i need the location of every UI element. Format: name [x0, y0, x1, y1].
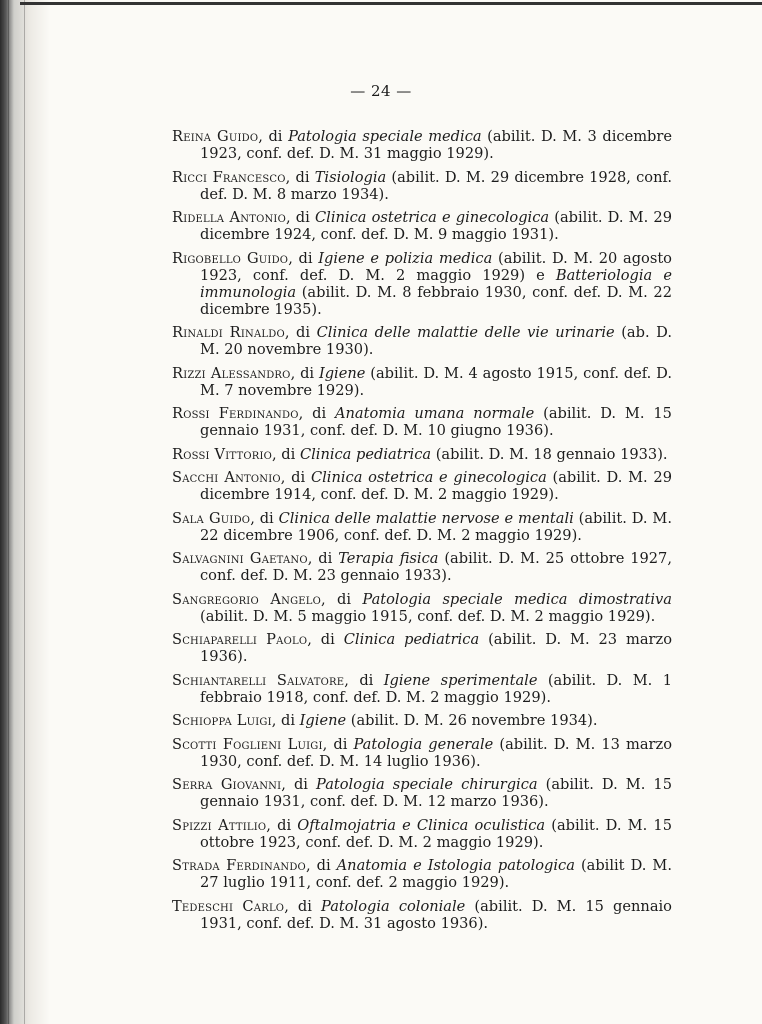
entry-subject: Patologia speciale medica dimostrativa	[362, 590, 672, 608]
entry-name: Rizzi Alessandro	[172, 364, 291, 382]
entry-connector: , di	[307, 550, 339, 567]
entry-connector: , di	[344, 671, 384, 689]
entry-name: Salvagnini Gaetano	[172, 550, 308, 567]
entry-details: (abilit. D. M. 25 ottobre 1927, conf. def. D. M. 23 gennaio 1933).	[200, 550, 672, 584]
entry-details: (abilit. D. M. 15 gennaio 1931, conf. def. D. M. 31 agosto 1936).	[200, 897, 672, 932]
spine-line	[3, 0, 4, 1024]
entry-name: Spizzi Attilio	[172, 816, 267, 834]
entry-connector: , di	[290, 364, 319, 382]
entry-details: (abilit D. M. 27 luglio 1911, conf. def. 2 maggio 1929).	[200, 857, 672, 891]
entry-subject: Clinica delle malattie delle vie urinarie	[316, 324, 615, 341]
entry-name: Rigobello Guido	[172, 249, 289, 267]
entry-name: Sacchi Antonio	[172, 469, 281, 486]
list-item	[172, 898, 672, 932]
entry-connector: , di	[272, 445, 300, 463]
list-item	[172, 817, 672, 851]
entry-connector: , di	[271, 712, 300, 729]
entry-name: Tedeschi Carlo	[172, 897, 285, 915]
entry-subject: Clinica pediatrica	[299, 445, 432, 463]
entry-connector: , di	[305, 857, 337, 874]
entry-connector: , di	[286, 209, 315, 226]
entry-name: Rossi Vittorio	[172, 445, 272, 463]
entry-connector: , di	[288, 249, 319, 267]
list-item	[172, 209, 672, 243]
entry-subject: Patologia coloniale	[321, 897, 466, 915]
list-item	[172, 510, 672, 544]
entry-details: (abilit. D. M. 3 dicembre 1923, conf. def. D. M. 31 maggio 1929).	[200, 128, 672, 162]
entry-subject: Oftalmojatria e Clinica oculistica	[297, 816, 546, 834]
entry-connector: , di	[284, 897, 322, 915]
entry-subject: Anatomia umana normale	[334, 405, 535, 422]
list-item	[172, 365, 672, 399]
entry-subject: Clinica delle malattie nervose e mentali	[278, 509, 574, 527]
list-item	[172, 128, 672, 162]
entry-name: Schioppa Luigi	[172, 712, 272, 729]
entry-subject: Batteriologia e immunologia	[200, 266, 672, 301]
entry-details: (abilit. D. M. 8 febbraio 1930, conf. def. D. M. 22 dicembre 1935).	[200, 283, 672, 318]
list-item	[172, 169, 672, 203]
entry-name: Schiaparelli Paolo	[172, 631, 308, 648]
entry-name: Scotti Foglieni Luigi	[172, 735, 323, 753]
entry-connector: , di	[258, 128, 289, 145]
entry-connector: , di	[280, 469, 311, 486]
entry-details: (abilit. D. M. 26 novembre 1934).	[346, 712, 598, 729]
list-item	[172, 857, 672, 891]
entry-subject: Patologia speciale chirurgica	[316, 776, 538, 793]
entry-details: (abilit. D. M. 29 dicembre 1914, conf. def. D. M. 2 maggio 1929).	[200, 469, 672, 503]
list-item	[172, 736, 672, 770]
entry-subject: Clinica ostetrica e ginecologica	[310, 469, 547, 486]
list-item	[172, 550, 672, 584]
list-item	[172, 591, 672, 625]
entry-details: (abilit. D. M. 4 agosto 1915, conf. def. D. M. 7 novembre 1929).	[200, 364, 672, 399]
entry-connector: , di	[284, 324, 317, 341]
entry-details: (abilit. D. M. 23 marzo 1936).	[200, 631, 672, 665]
entry-subject: Patologia generale	[353, 735, 494, 753]
entry-details: (abilit. D. M. 18 gennaio 1933).	[431, 445, 668, 463]
list-item	[172, 446, 672, 463]
entry-name: Rinaldi Rinaldo	[172, 324, 285, 341]
list-item	[172, 631, 672, 665]
page-number: — 24 —	[350, 82, 412, 100]
spine-line	[8, 0, 9, 1024]
entry-details: (ab. D. M. 20 novembre 1930).	[200, 324, 672, 358]
entry-details: (abilit. D. M. 15 gennaio 1931, conf. def. D. M. 10 giugno 1936).	[200, 405, 672, 439]
entry-connector: , di	[298, 405, 335, 422]
entry-name: Reina Guido	[172, 128, 259, 145]
entry-subject: Anatomia e Istologia patologica	[336, 857, 575, 874]
entry-subject: Terapia fisica	[338, 550, 439, 567]
entry-name: Sala Guido	[172, 509, 251, 527]
entry-connector: , di	[266, 816, 298, 834]
list-item	[172, 405, 672, 439]
entry-name: Strada Ferdinando	[172, 857, 306, 874]
entry-connector: , di	[285, 168, 315, 186]
list-item	[172, 712, 672, 729]
entry-connector: , di	[307, 631, 344, 648]
entry-connector: , di	[322, 735, 354, 753]
entry-details: (abilit. D. M. 1 febbraio 1918, conf. def. D. M. 2 maggio 1929).	[200, 671, 672, 706]
list-item	[172, 250, 672, 318]
entry-name: Rossi Ferdinando	[172, 405, 299, 422]
entry-name: Schiantarelli Salvatore	[172, 671, 345, 689]
entry-subject: Tisiologia	[314, 168, 387, 186]
entry-details: (abilit. D. M. 29 dicembre 1928, conf. def. D. M. 8 marzo 1934).	[200, 168, 672, 203]
spine-line	[24, 0, 25, 1024]
entry-details: (abilit. D. M. 5 maggio 1915, conf. def. D. M. 2 maggio 1929).	[200, 607, 656, 625]
entry-connector: , di	[321, 590, 363, 608]
entry-connector: , di	[281, 776, 317, 793]
entry-subject: Clinica pediatrica	[343, 631, 480, 648]
list-item	[172, 672, 672, 706]
list-item	[172, 324, 672, 358]
entry-details: (abilit. D. M. 15 gennaio 1931, conf. def. D. M. 12 marzo 1936).	[200, 776, 672, 810]
page-top-edge	[20, 2, 762, 5]
entry-subject: Igiene e polizia medica	[318, 249, 493, 267]
list-item	[172, 776, 672, 810]
entry-details: (abilit. D. M. 29 dicembre 1924, conf. def. D. M. 9 maggio 1931).	[200, 209, 672, 243]
entry-name: Sangregorio Angelo	[172, 590, 322, 608]
entry-subject: Clinica ostetrica e ginecologica	[315, 209, 550, 226]
entry-details: (abilit. D. M. 15 ottobre 1923, conf. def. D. M. 2 maggio 1929).	[200, 816, 672, 851]
entry-subject: Igiene	[318, 364, 366, 382]
entry-list	[172, 128, 672, 938]
entry-subject: Igiene sperimentale	[383, 671, 538, 689]
entry-connector: , di	[250, 509, 279, 527]
entry-subject: Patologia speciale medica	[288, 128, 482, 145]
entry-details: (abilit. D. M. 20 agosto 1923, conf. def. D. M. 2 maggio 1929) e	[200, 249, 672, 284]
entry-details: (abilit. D. M. 13 marzo 1930, conf. def. D. M. 14 luglio 1936).	[200, 735, 672, 770]
entry-name: Ricci Francesco	[172, 168, 286, 186]
entry-name: Ridella Antonio	[172, 209, 286, 226]
entry-name: Serra Giovanni	[172, 776, 282, 793]
entry-subject: Igiene	[299, 712, 347, 729]
list-item	[172, 469, 672, 503]
entry-details: (abilit. D. M. 22 dicembre 1906, conf. def. D. M. 2 maggio 1929).	[200, 509, 672, 544]
